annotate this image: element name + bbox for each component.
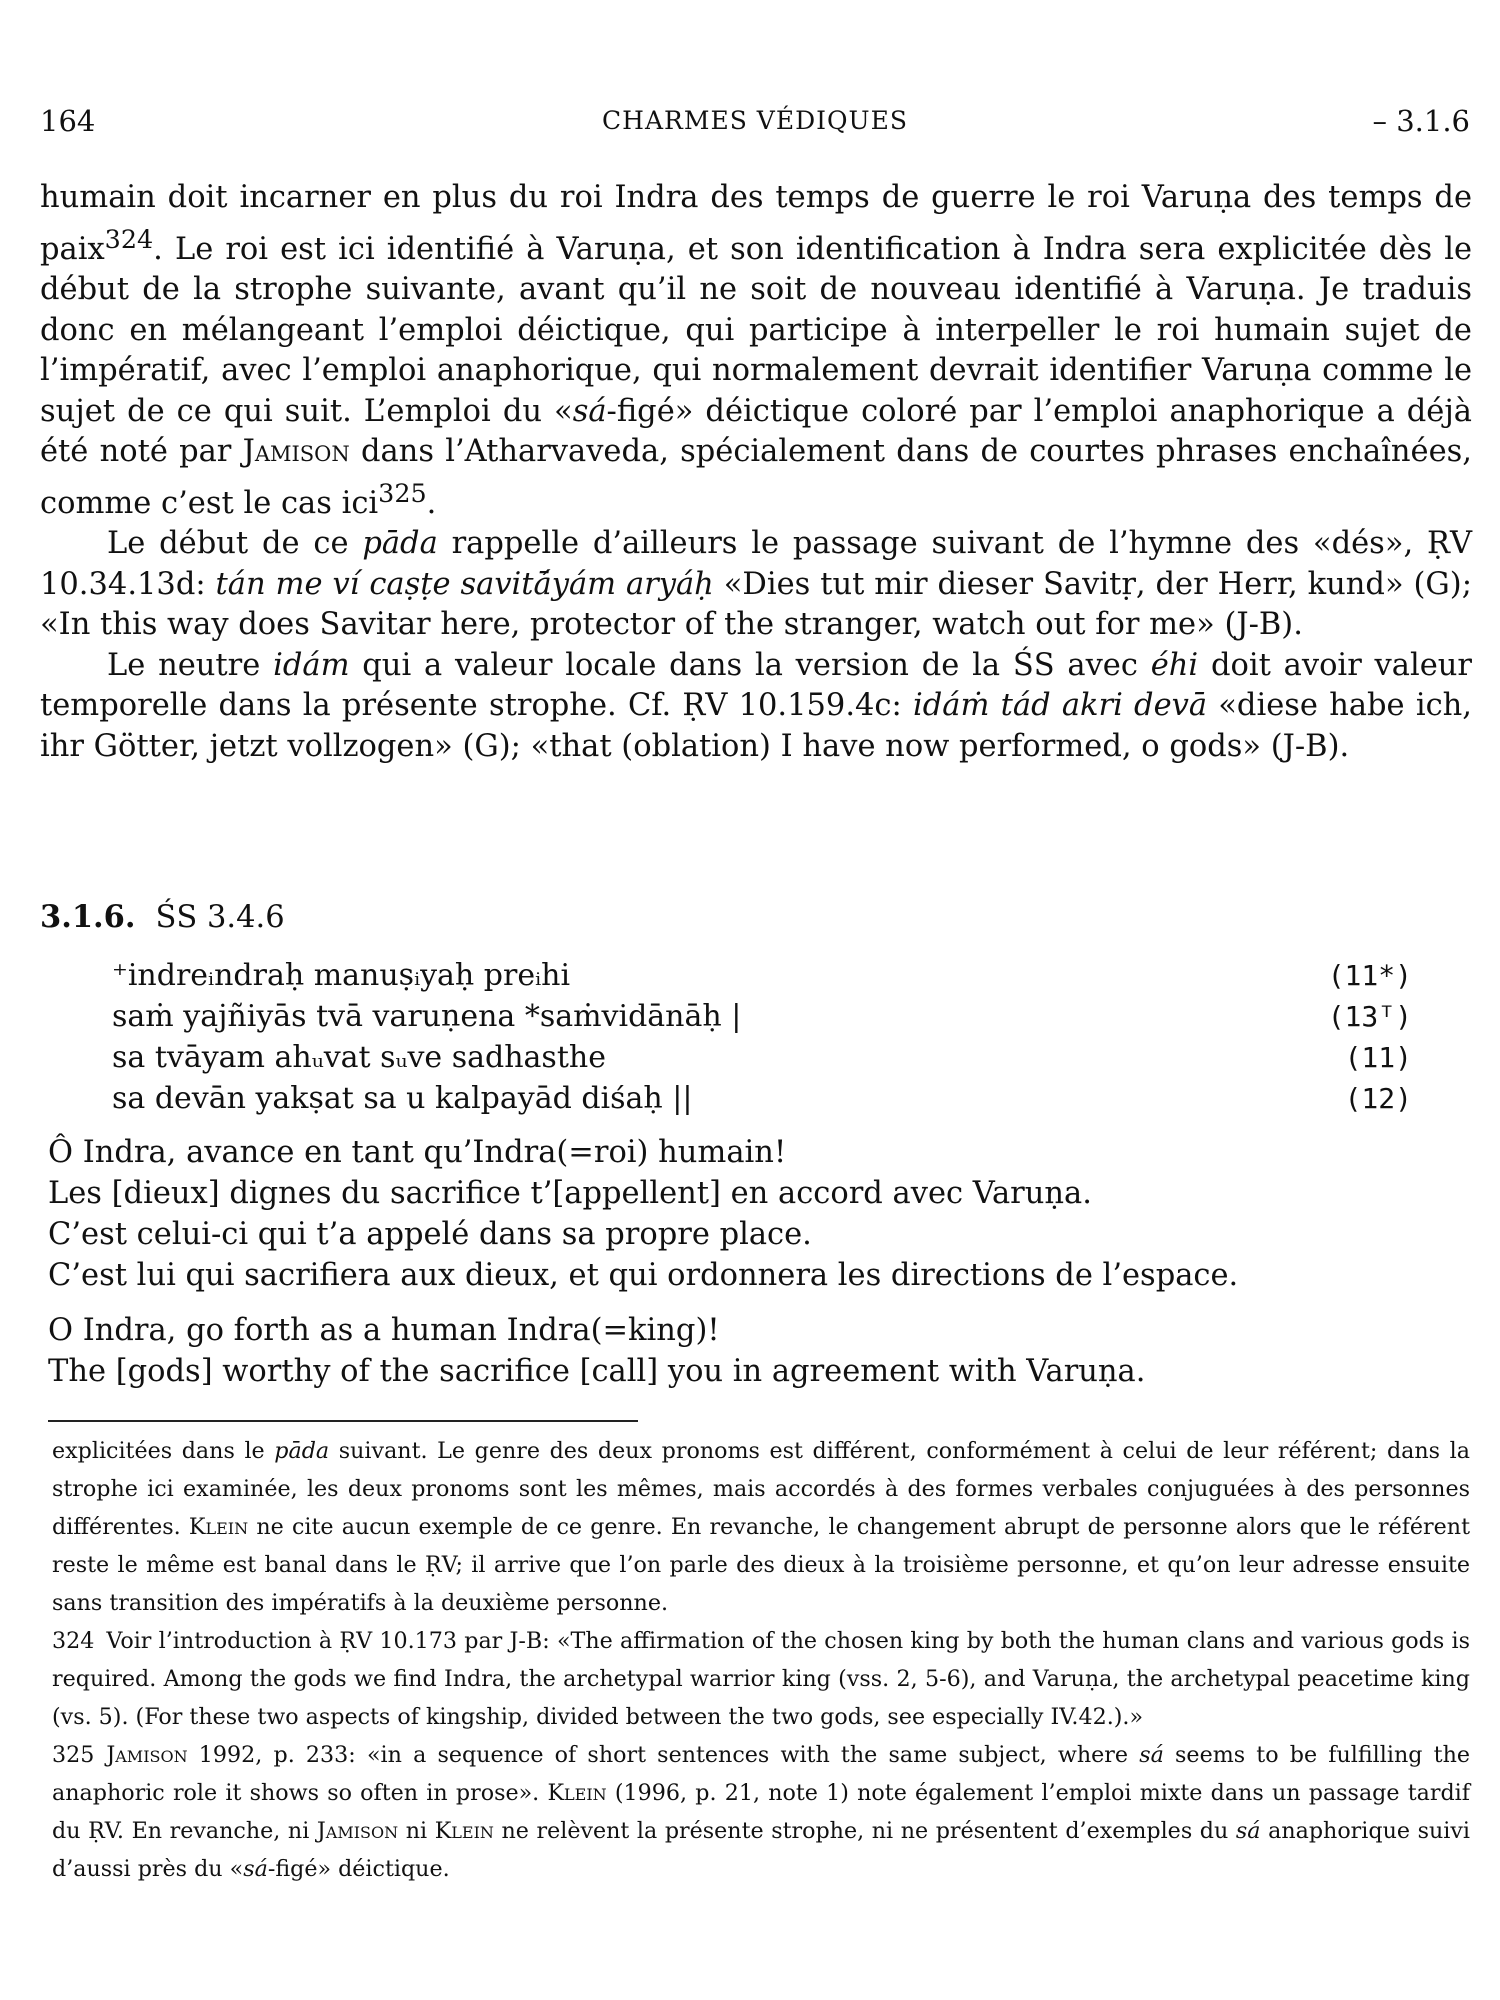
french-translation (48, 1132, 1238, 1296)
meter-count: (12) (1344, 1082, 1412, 1115)
paragraph-2: Le début de ce pāda rappelle d’ailleurs le passage suivant de l’hymne des «dés», ṚV 10.34.13d: tán me ví caṣṭe savitā́yám aryáḥ «Dies tut mir dieser Savitṛ, der Herr, kund» (G); «In this way does Savitar here, protector of the stranger, watch out for me» (J-B). (40, 526, 1473, 643)
translation-line: Ô Indra, avance en tant qu’Indra(=roi) humain! (48, 1135, 787, 1170)
meter-count: (13ᵀ) (1327, 1000, 1412, 1033)
footnote-324: 324 Voir l’introduction à ṚV 10.173 par J-B: «The affirmation of the chosen king by both the human clans and various gods is required. Among the gods we find Indra, the archetypal warrior king (vss. 2, 5-6), and Varuṇa, the archetypal peacetime king (vs. 5). (For these two aspects of kingship, divided between the two gods, see especially IV.42.).» (52, 1628, 1470, 1730)
verse-line: sa tvāyam ahᵤvat sᵤve sadhasthe (11) (112, 1037, 1412, 1078)
author-name: Jamison (242, 434, 350, 470)
sanskrit-quote: tán me ví caṣṭe savitā́yám aryáḥ (215, 566, 714, 602)
verse-line: ⁺indreᵢndraḥ manuṣᵢyaḥ preᵢhi (11*) (112, 955, 1412, 996)
translation-line: C’est lui qui sacrifiera aux dieux, et qui ordonnera les directions de l’espace. (48, 1258, 1239, 1293)
footnote-number: 325 (52, 1742, 95, 1768)
meter-count: (11*) (1327, 959, 1412, 992)
footnote-ref-324: 324 (104, 223, 154, 254)
footnote-continuation: explicitées dans le pāda suivant. Le genre des deux pronoms est différent, conformément à celui de leur référent; dans la strophe ici examinée, les deux pronoms sont les mêmes, mais accordés à des formes verbales conjuguées à des personnes différentes. Klein ne cite aucun exemple de ce genre. En revanche, le changement abrupt de personne alors que le référent reste le même est banal dans le ṚV; il arrive que l’on parle des dieux à la troisième personne, et qu’on leur adresse ensuite sans transition des impératifs à la deuxième personne. (52, 1438, 1470, 1616)
sanskrit-quote: idáṁ tád akri devā (913, 688, 1208, 724)
section-reference: – 3.1.6 (1372, 104, 1470, 138)
footnote-ref-325: 325 (378, 477, 427, 508)
meter-count: (11) (1344, 1041, 1412, 1074)
section-number: 3.1.6. (40, 899, 136, 935)
translation-line: The [gods] worthy of the sacrifice [call] you in agreement with Varuṇa. (48, 1354, 1146, 1389)
footnote-325: 325 Jamison 1992, p. 233: «in a sequence of short sentences with the same subject, where sá seems to be fulfilling the anaphoric role it shows so often in prose». Klein (1996, p. 21, note 1) note également l’emploi mixte dans un passage tardif du ṚV. En revanche, ni Jamison ni Klein ne relèvent la présente strophe, ni ne présentent d’exemples du sá anaphorique suivi d’aussi près du «sá-figé» déictique. (52, 1742, 1471, 1882)
footnote-divider (48, 1420, 638, 1422)
english-translation (48, 1310, 1145, 1392)
page-number: 164 (40, 104, 96, 138)
sanskrit-verse (112, 955, 1412, 1119)
paragraph-3: Le neutre idám qui a valeur locale dans la version de la ŚS avec éhi doit avoir valeur temporelle dans la présente strophe. Cf. ṚV 10.159.4c: idáṁ tád akri devā «diese habe ich, ihr Götter, jetzt vollzogen» (G); «that (oblation) I have now performed, o gods» (J-B). (40, 647, 1472, 764)
translation-line: C’est celui-ci qui t’a appelé dans sa propre place. (48, 1217, 812, 1252)
running-header (40, 104, 1470, 144)
main-text (40, 178, 1472, 767)
paragraph-1: humain doit incarner en plus du roi Indra des temps de guerre le roi Varuṇa des temps de paix$^{324}$. Le roi est ici identifié à Varuṇa, et son identification à Indra sera explicitée dès le début de la strophe suivante, avant qu’il ne soit de nouveau identifié à Varuṇa. Je traduis donc en mélangeant l’emploi déictique, qui participe à interpeller le roi humain sujet de l’impératif, avec l’emploi anaphorique, qui normalement devrait identifier Varuṇa comme le sujet de ce qui suit. L’emploi du «sá-figé» déictique coloré par l’emploi anaphorique a déjà été noté par Jamison dans l’Atharvaveda, spécialement dans de courtes phrases enchaînées, comme c’est le cas ici$^{325}$. (40, 180, 1473, 521)
translation-line: Les [dieux] dignes du sacrifice t’[appellent] en accord avec Varuṇa. (48, 1176, 1092, 1211)
translation-line: O Indra, go forth as a human Indra(=king)! (48, 1313, 720, 1348)
section-source: ŚS 3.4.6 (155, 900, 285, 935)
footnote-number: 324 (52, 1628, 95, 1654)
running-title: CHARMES VÉDIQUES (602, 106, 908, 135)
verse-line: sa devān yakṣat sa u kalpayād diśaḥ || (12) (112, 1078, 1412, 1119)
verse-line: saṁ yajñiyās tvā varuṇena *saṁvidānāḥ | (13ᵀ) (112, 996, 1412, 1037)
section-heading (40, 897, 285, 938)
footnotes (52, 1432, 1470, 1888)
